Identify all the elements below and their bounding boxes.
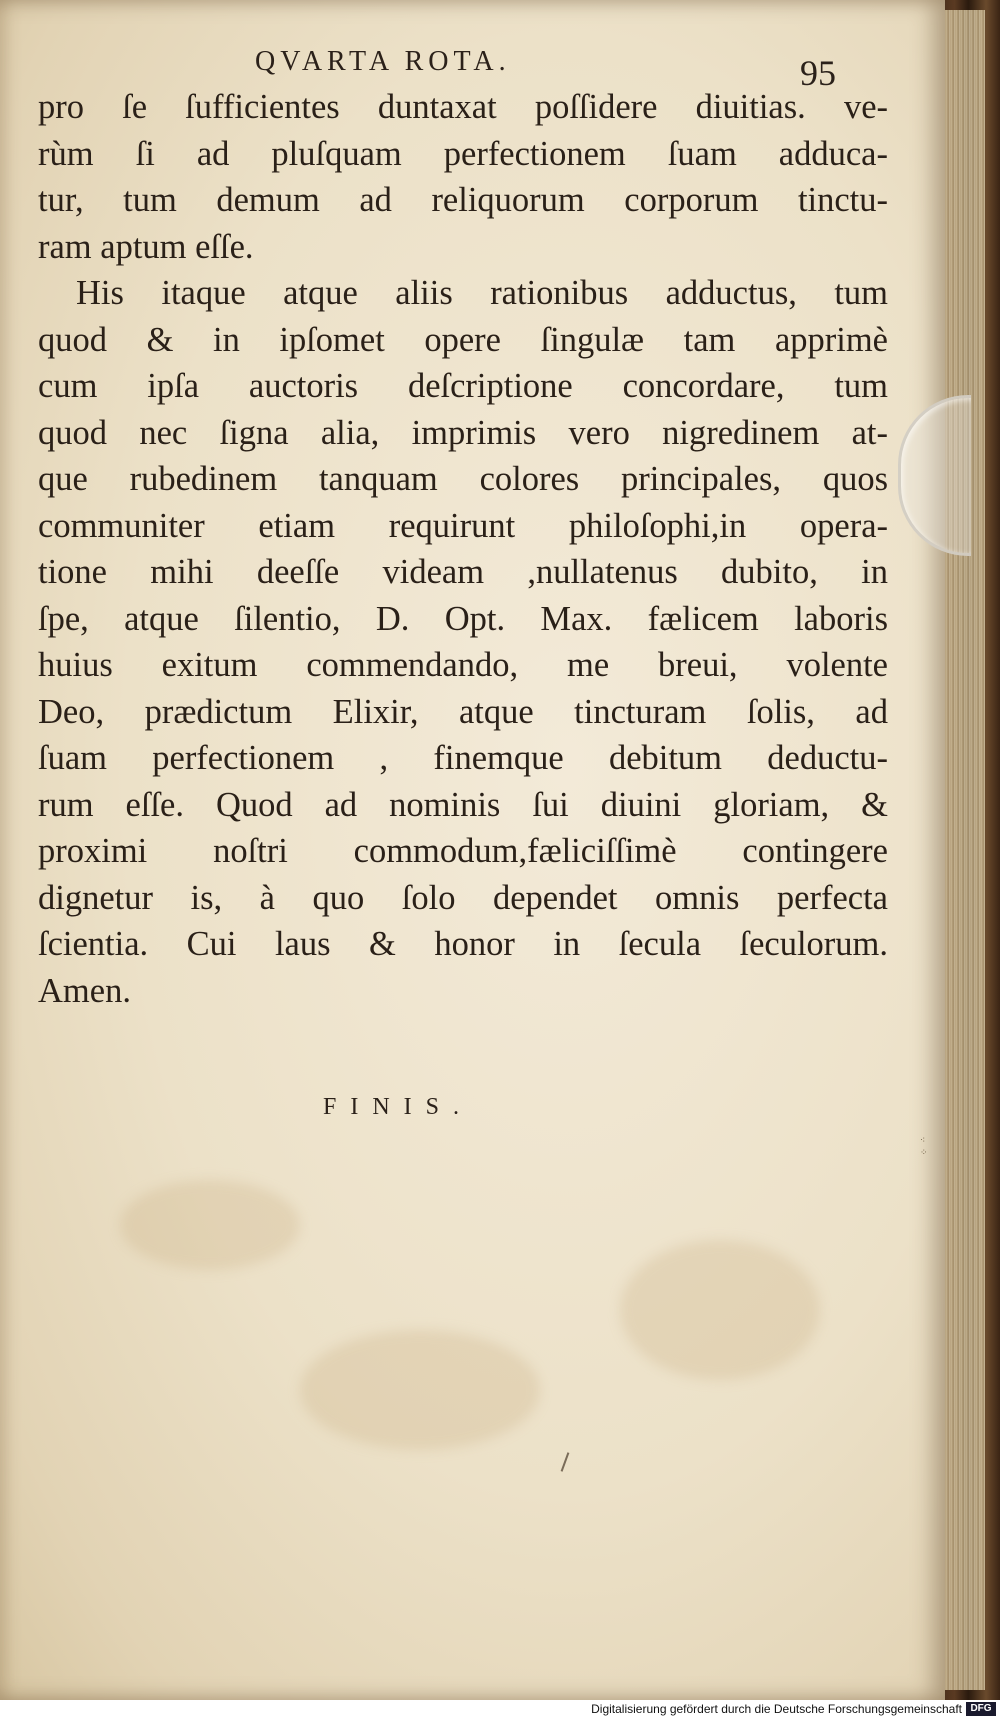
text-line: tione mihi deeſſe videam ,nullatenus dubito, in	[38, 553, 888, 591]
text-line: communiter etiam requirunt philoſophi,in opera-	[38, 506, 888, 545]
paper-stain	[120, 1180, 300, 1270]
text-line: dignetur is, à quo ſolo dependet omnis perfecta	[38, 878, 888, 917]
text-line: ſuam perfectionem , finemque debitum deductu-	[38, 739, 888, 777]
running-head: QVARTA ROTA.	[255, 46, 511, 77]
digitization-credit: Digitalisierung gefördert durch die Deutsche Forschungsgemeinschaft	[591, 1702, 962, 1716]
text-line: His itaque atque aliis rationibus adductus, tum	[76, 274, 888, 312]
page-stack-edge	[945, 10, 985, 1690]
text-line: rum eſſe. Quod ad nominis ſui diuini gloriam, &	[38, 785, 888, 824]
text-line: Amen.	[38, 971, 131, 1010]
body-text	[38, 84, 888, 1014]
finis-colophon: FINIS.	[323, 1094, 474, 1120]
text-line: pro ſe ſufficientes duntaxat poſſidere diuitias. ve-	[38, 88, 888, 126]
text-line: cum ipſa auctoris deſcriptione concordare, tum	[38, 367, 888, 405]
text-line: ſcientia. Cui laus & honor in ſecula ſeculorum.	[38, 925, 888, 963]
text-line: Deo, prædictum Elixir, atque tincturam ſolis, ad	[38, 692, 888, 731]
pencil-mark	[561, 1452, 570, 1471]
text-line: rùm ſi ad pluſquam perfectionem ſuam adduca-	[38, 134, 888, 173]
text-line: proximi noſtri commodum,fæliciſſimè contingere	[38, 832, 888, 870]
paper-stain	[620, 1240, 820, 1380]
dfg-logo: DFG	[966, 1702, 996, 1716]
paper-stain	[300, 1330, 540, 1450]
margin-annotation-marks: ⁖ ⁘	[920, 1136, 928, 1158]
text-line: huius exitum commendando, me breui, volente	[38, 646, 888, 684]
text-line: que rubedinem tanquam colores principales, quos	[38, 460, 888, 498]
text-line: ſpe, atque ſilentio, D. Opt. Max. fælicem laboris	[38, 599, 888, 638]
text-line: ram aptum eſſe.	[38, 227, 254, 266]
page-number: 95	[800, 53, 836, 93]
text-line: quod & in ipſomet opere ſingulæ tam apprimè	[38, 320, 888, 359]
text-line: tur, tum demum ad reliquorum corporum tinctu-	[38, 181, 888, 219]
text-line: quod nec ſigna alia, imprimis vero nigredinem at-	[38, 413, 888, 452]
